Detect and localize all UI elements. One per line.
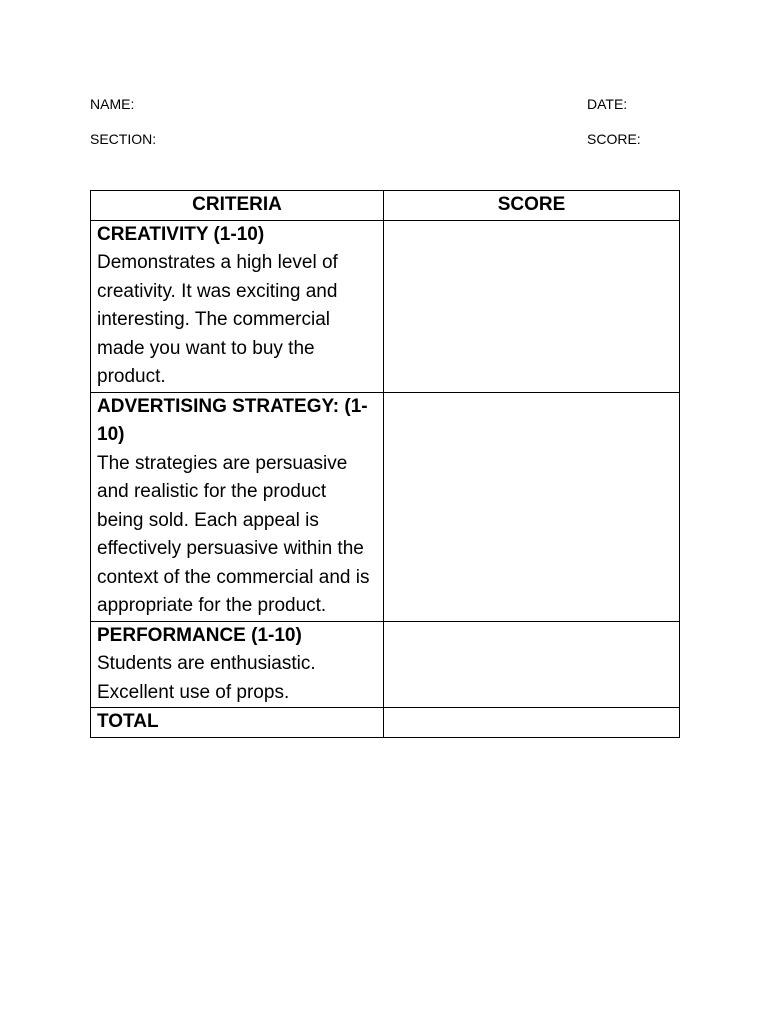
criteria-title: PERFORMANCE (1-10) — [97, 624, 302, 646]
criteria-description: Students are enthusiastic. Excellent use of props. — [97, 653, 316, 703]
criteria-title: ADVERTISING STRATEGY: (1-10) — [97, 395, 368, 445]
score-cell-creativity — [384, 220, 680, 392]
section-label: SECTION: — [90, 131, 157, 147]
score-column-header: SCORE — [384, 191, 680, 221]
criteria-cell — [91, 220, 384, 392]
score-cell-advertising-strategy — [384, 392, 680, 621]
criteria-row-performance — [91, 621, 680, 708]
total-row — [91, 708, 680, 738]
criteria-column-header: CRITERIA — [91, 191, 384, 221]
criteria-cell — [91, 392, 384, 621]
score-label: SCORE: — [587, 131, 641, 147]
name-label: NAME: — [90, 96, 135, 112]
criteria-cell — [91, 621, 384, 708]
total-score-cell — [384, 708, 680, 738]
score-cell-performance — [384, 621, 680, 708]
criteria-row-creativity — [91, 220, 680, 392]
criteria-row-advertising-strategy — [91, 392, 680, 621]
rubric-header-row — [91, 191, 680, 221]
date-label: DATE: — [587, 96, 628, 112]
criteria-title: CREATIVITY (1-10) — [97, 223, 265, 245]
rubric-table — [90, 190, 680, 738]
criteria-description: Demonstrates a high level of creativity. It was exciting and interesting. The commercial made you want to buy the product. — [97, 252, 338, 387]
criteria-description: The strategies are persuasive and realistic for the product being sold. Each appeal is effectively persuasive within the context of the commercial and is appropriate for the product. — [97, 452, 370, 616]
total-label: TOTAL — [91, 708, 384, 738]
